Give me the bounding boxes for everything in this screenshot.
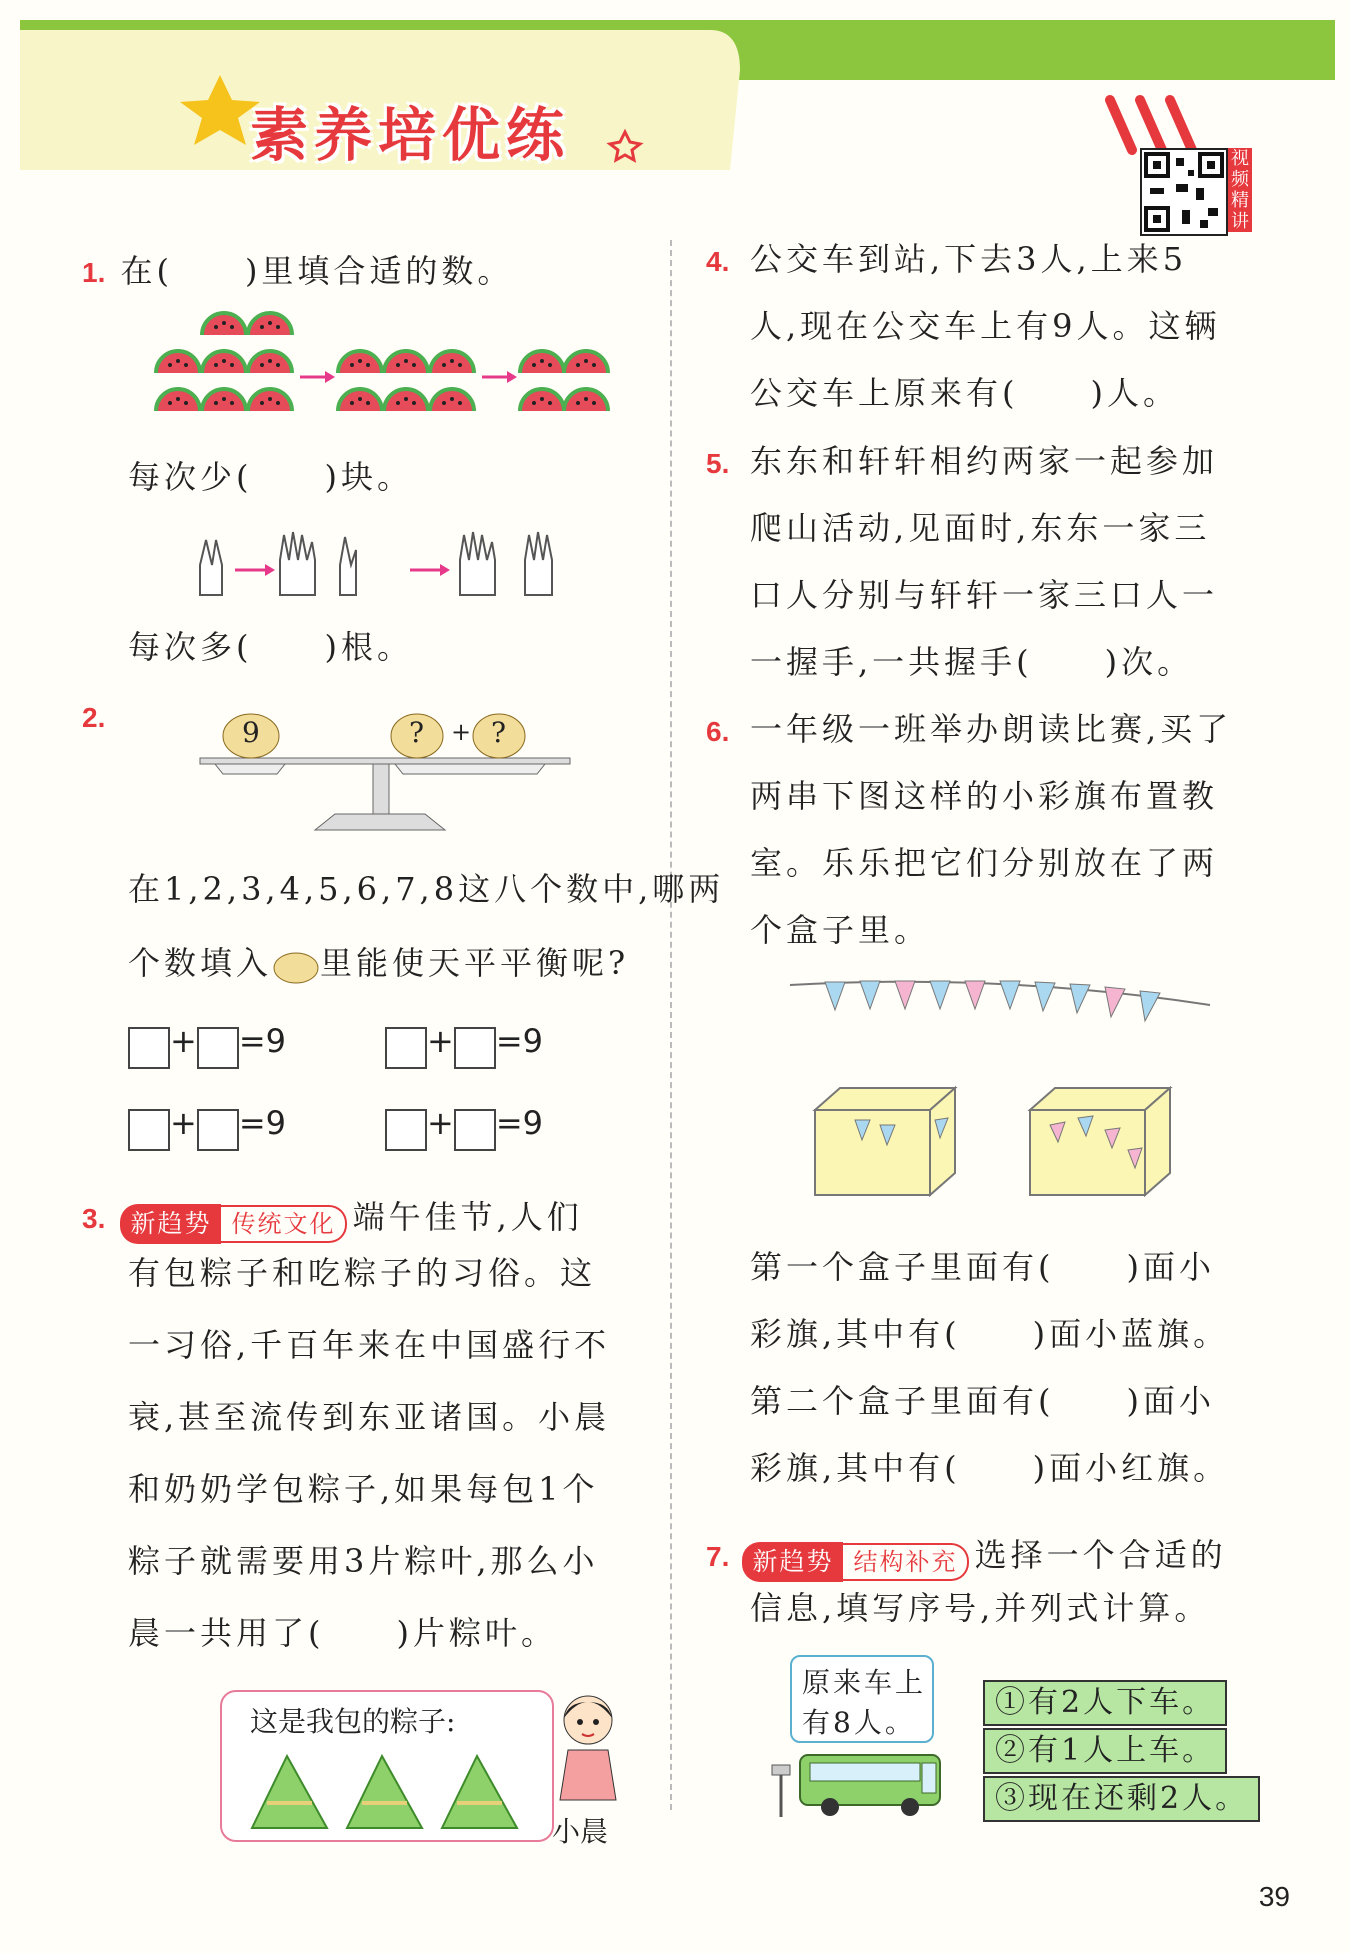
q3-line: 粽子就需要用3片粽叶,那么小 xyxy=(128,1542,599,1580)
bag-plus: + xyxy=(451,718,472,746)
q2-text1: 在1,2,3,4,5,6,7,8这八个数中,哪两 xyxy=(128,870,725,908)
watermelon-sequence-image xyxy=(150,305,610,425)
fingers-sequence-image xyxy=(190,530,570,600)
equation-row-3: + =9 xyxy=(128,1104,286,1151)
q3-line: 端午佳节,人们 xyxy=(352,1198,583,1236)
q5-number: 5. xyxy=(706,448,730,479)
qr-code-icon[interactable] xyxy=(1140,148,1228,236)
girl-name: 小晨 xyxy=(552,1815,609,1848)
bag-q2: ? xyxy=(491,716,507,749)
q5-line: 一握手,一共握手( )次。 xyxy=(750,643,1194,681)
bag-q1: ? xyxy=(409,716,425,749)
option-3[interactable]: ③现在还剩2人。 xyxy=(983,1776,1260,1822)
answer-box[interactable] xyxy=(128,1109,170,1151)
bag-left-value: 9 xyxy=(242,716,260,749)
q5-line: 爬山活动,见面时,东东一家三 xyxy=(750,509,1211,547)
answer-box[interactable] xyxy=(128,1027,170,1069)
q6-answer: 第一个盒子里面有( )面小 xyxy=(750,1248,1215,1286)
q3-line: 和奶奶学包粽子,如果每包1个 xyxy=(128,1470,599,1508)
equation-row-4: + =9 xyxy=(385,1104,543,1151)
answer-box[interactable] xyxy=(454,1109,496,1151)
qr-label: 视频精讲 xyxy=(1228,148,1252,232)
q1-block xyxy=(82,238,513,305)
answer-box[interactable] xyxy=(454,1027,496,1069)
trend-badge: 新趋势 xyxy=(742,1542,843,1582)
option-2[interactable]: ②有1人上车。 xyxy=(983,1728,1227,1774)
q6-answer: 彩旗,其中有( )面小红旗。 xyxy=(750,1449,1230,1487)
q2-number: 2. xyxy=(82,702,106,733)
bus-icon xyxy=(770,1745,945,1820)
q6-answer: 第二个盒子里面有( )面小 xyxy=(750,1382,1215,1420)
money-bag-icon xyxy=(272,948,320,984)
boxes-image xyxy=(810,1080,1190,1200)
q4-line: 公交车上原来有( )人。 xyxy=(750,374,1179,412)
q3-number: 3. xyxy=(82,1203,106,1234)
q7-number: 7. xyxy=(706,1541,730,1572)
bubble-line1: 原来车上 xyxy=(802,1666,927,1699)
q3-line: 有包粽子和吃粽子的习俗。这 xyxy=(128,1254,597,1292)
q5-line: 东东和轩轩相约两家一起参加 xyxy=(750,442,1219,480)
column-divider xyxy=(670,240,672,1810)
speech-text: 这是我包的粽子: xyxy=(250,1705,456,1738)
girl-icon xyxy=(548,1690,628,1810)
answer-box[interactable] xyxy=(385,1027,427,1069)
answer-box[interactable] xyxy=(197,1027,239,1069)
bunting-flags-image xyxy=(785,975,1215,1035)
q1-line1: 每次少( )块。 xyxy=(128,458,413,496)
q2-text2b: 里能使天平平衡呢? xyxy=(320,944,630,982)
q5-line: 口人分别与轩轩一家三口人一 xyxy=(750,576,1219,614)
balance-scale xyxy=(195,700,575,835)
trend-badge: 新趋势 xyxy=(120,1204,221,1244)
q4-number: 4. xyxy=(706,246,730,277)
q3-line: 一习俗,千百年来在中国盛行不 xyxy=(128,1326,611,1364)
q7-line: 选择一个合适的 xyxy=(974,1536,1227,1574)
equation-row-1: + =9 xyxy=(128,1022,286,1069)
q1-line2: 每次多( )根。 xyxy=(128,628,413,666)
speech-bubble xyxy=(220,1690,554,1842)
answer-box[interactable] xyxy=(197,1109,239,1151)
q3-line: 衰,甚至流传到东亚诸国。小晨 xyxy=(128,1398,611,1436)
q1-number: 1. xyxy=(82,257,106,288)
q6-answer: 彩旗,其中有( )面小蓝旗。 xyxy=(750,1315,1230,1353)
option-1[interactable]: ①有2人下车。 xyxy=(983,1680,1227,1726)
q1-prompt: 在( )里填合适的数。 xyxy=(120,252,514,290)
q6-line: 两串下图这样的小彩旗布置教 xyxy=(750,777,1219,815)
q7-line: 信息,填写序号,并列式计算。 xyxy=(750,1589,1211,1627)
topic-tag: 结构补充 xyxy=(843,1543,969,1581)
q2-text2 xyxy=(128,930,629,997)
header-band xyxy=(20,20,1335,170)
topic-tag: 传统文化 xyxy=(221,1205,347,1243)
answer-box[interactable] xyxy=(385,1109,427,1151)
zongzi-icon xyxy=(242,1748,542,1834)
q4-line: 公交车到站,下去3人,上来5 xyxy=(750,240,1188,278)
q6-number: 6. xyxy=(706,716,730,747)
q3-line: 晨一共用了( )片粽叶。 xyxy=(128,1614,557,1652)
q6-line: 室。乐乐把它们分别放在了两 xyxy=(750,844,1219,882)
q2-text2a: 个数填入 xyxy=(128,944,273,982)
bubble-line2: 有8人。 xyxy=(802,1706,916,1739)
bubble-box xyxy=(790,1655,934,1743)
section-title: 素养培优练 xyxy=(250,101,571,169)
q6-line: 一年级一班举办朗读比赛,买了 xyxy=(750,710,1233,748)
q4-line: 人,现在公交车上有9人。这辆 xyxy=(750,307,1221,345)
page-number: 39 xyxy=(1258,1881,1290,1912)
q6-line: 个盒子里。 xyxy=(750,911,931,949)
equation-row-2: + =9 xyxy=(385,1022,543,1069)
